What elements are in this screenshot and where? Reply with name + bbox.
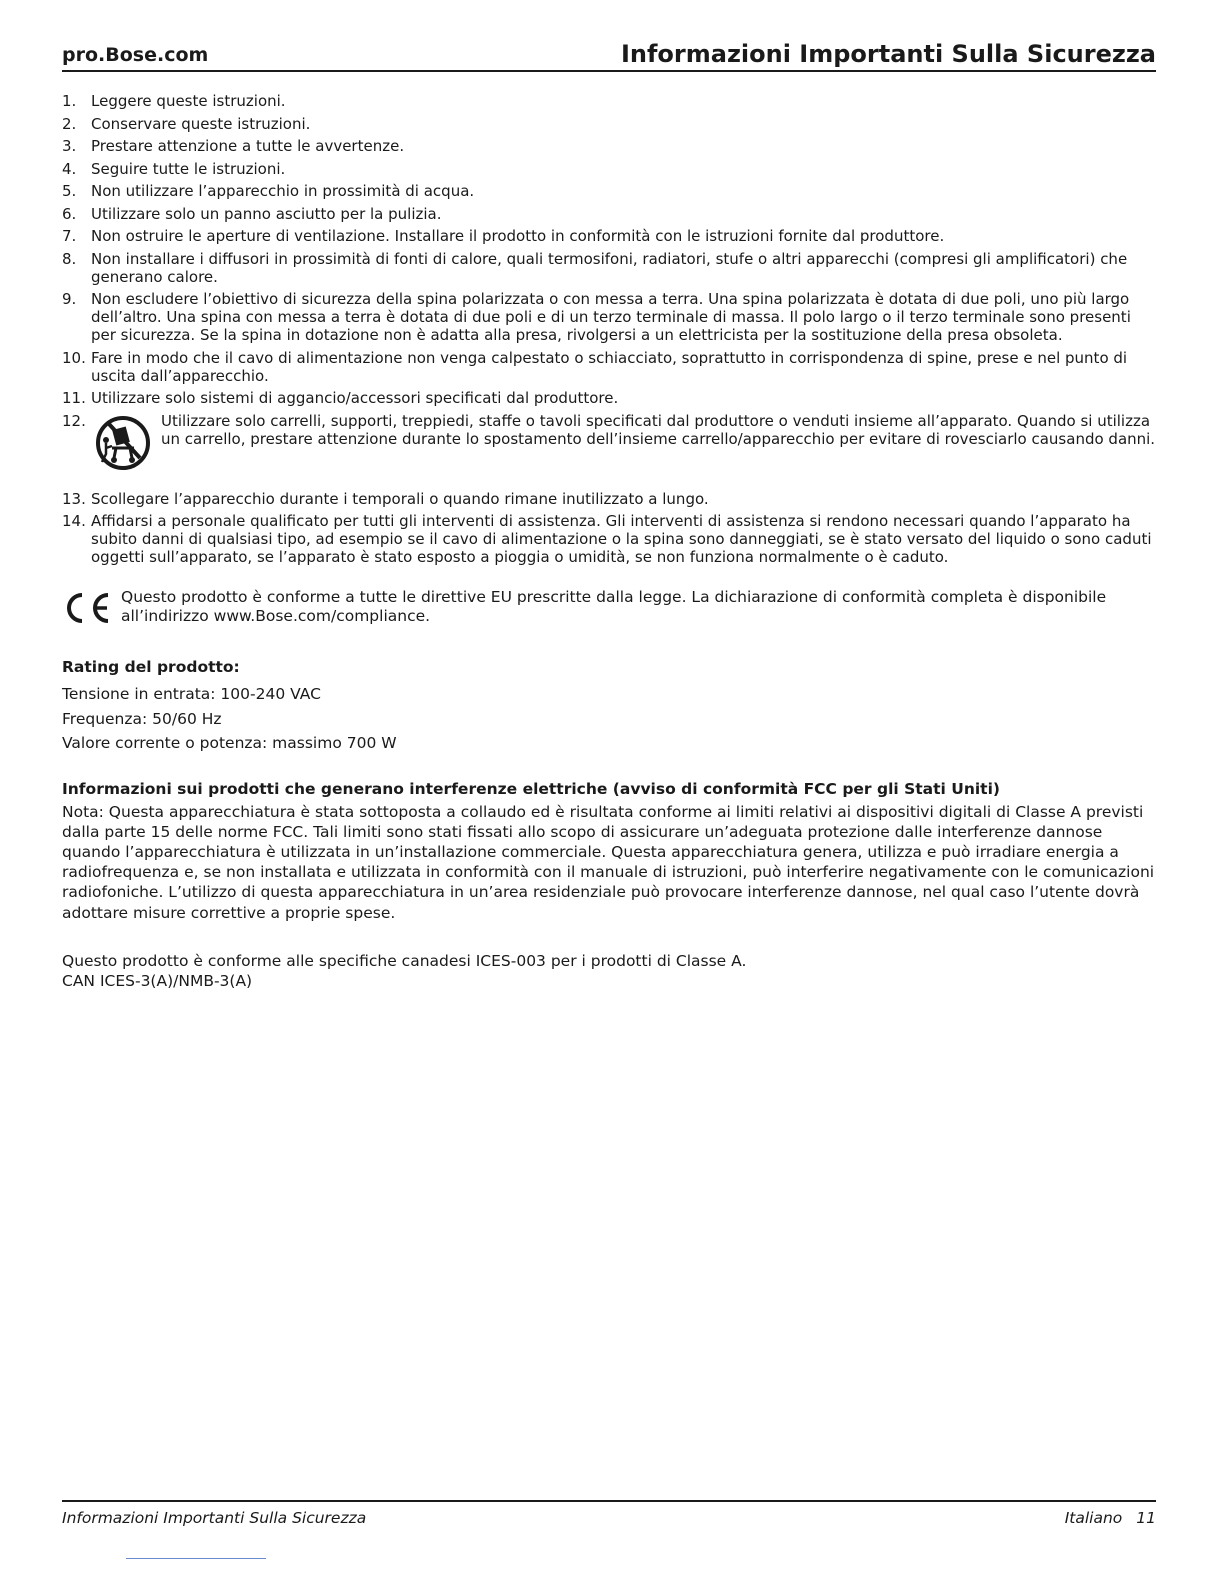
list-item xyxy=(62,290,1156,344)
list-item-number: 9. xyxy=(62,290,77,308)
list-item-text: Utilizzare solo carrelli, supporti, treppiedi, staffe o tavoli specificati dal produttore o venduti insieme all’apparato. Quando si utilizza un carrello, prestare attenzione durante lo spostamento dell’insieme carrello/apparecchio per evitare di rovesciarlo causando danni. xyxy=(161,411,1156,448)
list-item-text: Scollegare l’apparecchio durante i temporali o quando rimane inutilizzato a lungo. xyxy=(91,489,709,508)
footer-page-info xyxy=(1065,1509,1156,1527)
list-item-text: Conservare queste istruzioni. xyxy=(91,114,311,133)
list-item-text: Leggere queste istruzioni. xyxy=(91,92,286,110)
list-item-text: Fare in modo che il cavo di alimentazione non venga calpestato o schiacciato, soprattutto in corrispondenza di spine, prese e nel punto di uscita dall’apparecchio. xyxy=(91,348,1128,385)
list-item-number: 2. xyxy=(62,114,77,133)
list-item-text: Utilizzare solo sistemi di aggancio/accessori specificati dal produttore. xyxy=(91,389,619,407)
list-item xyxy=(62,349,1156,385)
rating-input-voltage: Tensione in entrata: 100-240 VAC xyxy=(62,685,321,703)
list-item-text: Non utilizzare l’apparecchio in prossimità di acqua. xyxy=(91,182,475,200)
list-item-number: 8. xyxy=(62,249,77,268)
list-item xyxy=(62,182,1156,200)
list-item xyxy=(62,160,1156,178)
rating-frequency: Frequenza: 50/60 Hz xyxy=(62,709,222,728)
list-item xyxy=(62,137,1156,155)
list-item xyxy=(62,92,1156,110)
list-item xyxy=(62,389,1156,407)
list-item-number: 10. xyxy=(62,348,86,367)
ce-text: Questo prodotto è conforme a tutte le direttive EU prescritte dalla legge. La dichiarazione di conformità completa è disponibile all’indirizzo www.Bose.com/compliance. xyxy=(121,588,1107,625)
list-item-text: Non ostruire le aperture di ventilazione. Installare il prodotto in conformità con le istruzioni fornite dal produttore. xyxy=(91,227,945,245)
safety-instructions-list xyxy=(62,92,1156,566)
page-content xyxy=(62,92,1156,991)
ices-notice-section xyxy=(62,951,1156,991)
page-number: 11 xyxy=(1136,1509,1156,1527)
list-item-number: 7. xyxy=(62,227,77,245)
list-item xyxy=(62,115,1156,133)
list-item xyxy=(62,412,1156,474)
list-item-text: Non escludere l’obiettivo di sicurezza della spina polarizzata o con messa a terra. Una spina polarizzata è dotata di due poli, uno più largo dell’altro. Una spina con messa a terra è dotata di due poli e di un terzo terminale di massa. Il polo largo o il terzo terminale sono presenti per sicurezza. Se la spina in dotazione non è adatta alla presa, rivolgersi a un elettricista per la sostituzione della presa obsoleta. xyxy=(91,290,1131,344)
site-name: pro.Bose.com xyxy=(62,44,209,66)
ce-compliance-notice xyxy=(62,588,1156,628)
list-item-text: Utilizzare solo un panno asciutto per la pulizia. xyxy=(91,204,442,223)
fcc-title: Informazioni sui prodotti che generano interferenze elettriche (avviso di conformità FCC per gli Stati Uniti) xyxy=(62,779,1000,798)
cart-tip-over-warning-icon xyxy=(92,414,154,470)
list-item-text: Affidarsi a personale qualificato per tutti gli interventi di assistenza. Gli interventi di assistenza si rendono necessari quando l’apparato ha subito danni di qualsiasi tipo, ad esempio se il cavo di alimentazione o la spina sono danneggiati, se è stato versato del liquido o sono caduti oggetti sull’apparato, se l’apparato è stato esposto a pioggia o umidità, se non funziona normalmente o è caduto. xyxy=(91,512,1152,566)
footer-language: Italiano xyxy=(1064,1509,1123,1527)
ices-code: CAN ICES-3(A)/NMB-3(A) xyxy=(62,971,253,990)
bottom-divider xyxy=(126,1558,266,1559)
list-item-number: 13. xyxy=(62,489,86,508)
list-item-text: Seguire tutte le istruzioni. xyxy=(91,159,286,178)
ices-line: Questo prodotto è conforme alle specifiche canadesi ICES-003 per i prodotti di Classe A. xyxy=(62,951,747,970)
list-item-number: 1. xyxy=(62,92,77,110)
page-header xyxy=(62,36,1156,72)
list-item-number: 14. xyxy=(62,512,86,530)
fcc-body: Nota: Questa apparecchiatura è stata sottoposta a collaudo ed è risultata conforme ai limiti relativi ai dispositivi digitali di Classe A previsti dalla parte 15 delle norme FCC. Tali limiti sono stati fissati allo scopo di assicurare un’adeguata protezione dalle interferenze dannose quando l’apparecchiatura è utilizzata in un’installazione commerciale. Questa apparecchiatura genera, utilizza e può irradiare energia a radiofrequenza e, se non installata e utilizzata in conformità con il manuale di istruzioni, può interferire negativamente con le comunicazioni radiofoniche. L’utilizzo di questa apparecchiatura in un’area residenziale può provocare interferenze dannose, nel qual caso l’utente dovrà adottare misure correttive a proprie spese. xyxy=(62,802,1155,922)
list-item xyxy=(62,512,1156,566)
product-rating-section xyxy=(62,658,1156,756)
rating-power: Valore corrente o potenza: massimo 700 W xyxy=(62,734,397,752)
list-item xyxy=(62,227,1156,245)
rating-title: Rating del prodotto: xyxy=(62,658,240,676)
list-item-number: 3. xyxy=(62,137,77,155)
list-item xyxy=(62,205,1156,223)
list-item xyxy=(62,490,1156,508)
list-item-number: 4. xyxy=(62,159,77,178)
page-title: Informazioni Importanti Sulla Sicurezza xyxy=(620,40,1156,68)
list-item-number: 6. xyxy=(62,204,77,223)
fcc-notice-section xyxy=(62,780,1156,923)
page-footer xyxy=(62,1500,1156,1532)
ce-mark-icon xyxy=(62,590,112,626)
list-item-number: 5. xyxy=(62,182,77,200)
list-item-text: Non installare i diffusori in prossimità di fonti di calore, quali termosifoni, radiatori, stufe o altri apparecchi (compresi gli amplificatori) che generano calore. xyxy=(91,249,1128,286)
list-item-number: 12. xyxy=(62,411,86,430)
list-item-text: Prestare attenzione a tutte le avvertenze. xyxy=(91,137,405,155)
footer-title: Informazioni Importanti Sulla Sicurezza xyxy=(62,1509,367,1527)
list-item-number: 11. xyxy=(62,389,86,407)
list-item xyxy=(62,250,1156,286)
